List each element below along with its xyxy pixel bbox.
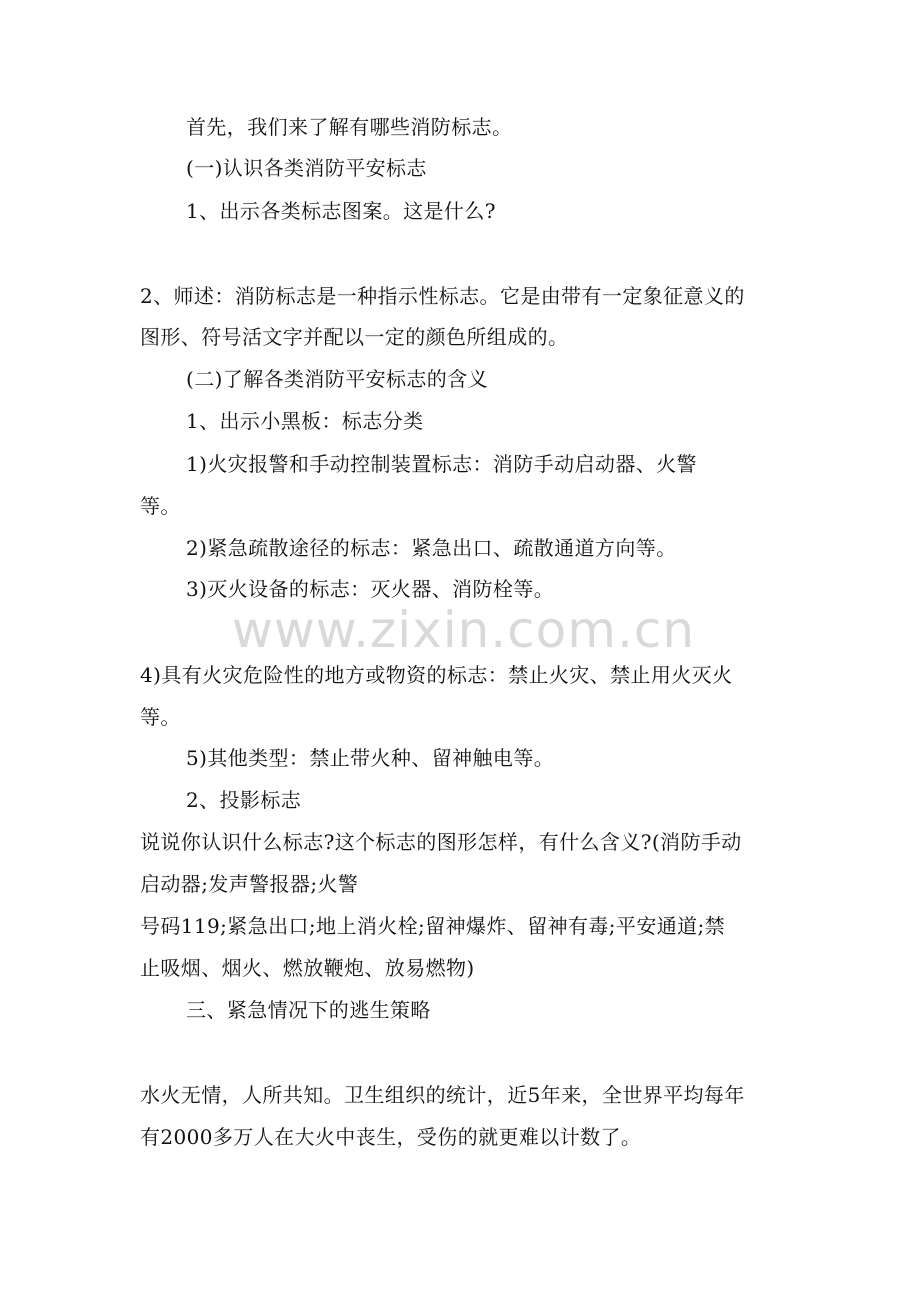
list-item: 3)灭火设备的标志：灭火器、消防栓等。 bbox=[186, 577, 555, 601]
text-line: 号码119;紧急出口;地上消火栓;留神爆炸、留神有毒;平安通道;禁 bbox=[140, 914, 726, 938]
list-item: 5)其他类型：禁止带火种、留神触电等。 bbox=[186, 746, 555, 770]
list-item: 1)火灾报警和手动控制装置标志：消防手动启动器、火警 bbox=[186, 452, 697, 476]
list-item: 2)紧急疏散途径的标志：紧急出口、疏散通道方向等。 bbox=[186, 536, 677, 560]
text-line: 说说你认识什么标志?这个标志的图形怎样，有什么含义?(消防手动 bbox=[140, 830, 742, 854]
text-line: 止吸烟、烟火、燃放鞭炮、放易燃物) bbox=[140, 956, 475, 980]
section-heading: (一)认识各类消防平安标志 bbox=[186, 156, 427, 180]
text-line: 1、出示各类标志图案。这是什么? bbox=[186, 199, 496, 223]
text-line: 有2000多万人在大火中丧生，受伤的就更难以计数了。 bbox=[140, 1125, 642, 1149]
text-line: 水火无情，人所共知。卫生组织的统计，近5年来，全世界平均每年 bbox=[140, 1083, 745, 1107]
text-line: 首先，我们来了解有哪些消防标志。 bbox=[186, 115, 513, 139]
text-line: 2、投影标志 bbox=[186, 788, 302, 812]
section-heading: 三、紧急情况下的逃生策略 bbox=[186, 998, 431, 1022]
text-line: 2、师述：消防标志是一种指示性标志。它是由带有一定象征意义的 bbox=[140, 284, 745, 308]
text-line: 图形、符号活文字并配以一定的颜色所组成的。 bbox=[140, 325, 569, 349]
text-line: 1、出示小黑板：标志分类 bbox=[186, 409, 424, 433]
list-item: 4)具有火灾危险性的地方或物资的标志：禁止火灾、禁止用火灭火 bbox=[140, 663, 733, 687]
list-item-continuation: 等。 bbox=[140, 494, 181, 518]
text-line: 启动器;发声警报器;火警 bbox=[140, 872, 359, 896]
section-heading: (二)了解各类消防平安标志的含义 bbox=[186, 367, 489, 391]
list-item-continuation: 等。 bbox=[140, 705, 181, 729]
watermark: www.zixin.com.cn bbox=[232, 601, 696, 659]
